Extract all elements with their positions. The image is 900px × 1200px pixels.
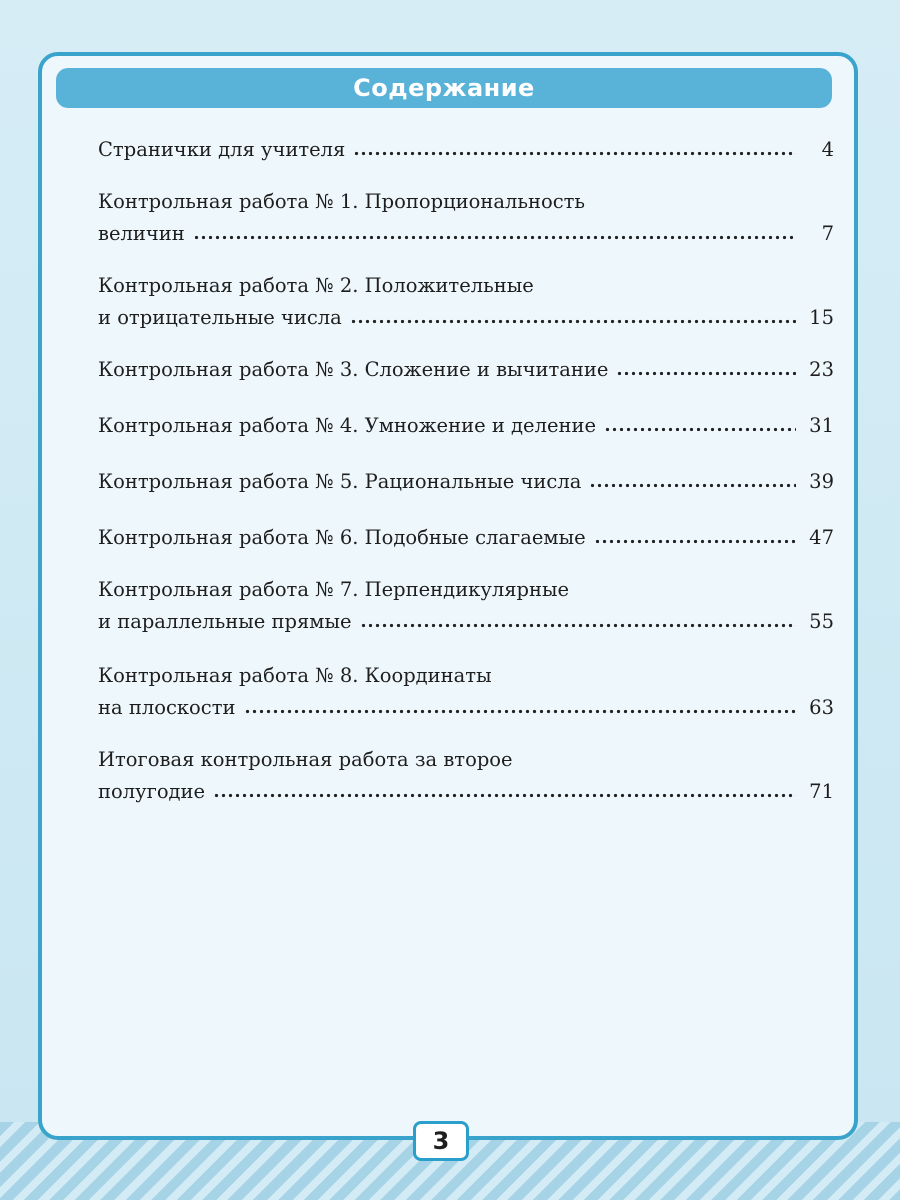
toc-entry-title: Контрольная работа № 1. Пропорциональность — [98, 190, 586, 213]
page-title: Содержание — [56, 68, 832, 108]
toc-entry[interactable] — [98, 270, 834, 334]
toc-entry-page: 31 — [809, 414, 834, 437]
dot-leader — [360, 623, 796, 628]
toc-entry[interactable] — [98, 466, 834, 498]
toc-entry-title: Итоговая контрольная работа за второе — [98, 748, 513, 771]
toc-entry-page: 71 — [809, 780, 834, 803]
toc-entry-title: Контрольная работа № 3. Сложение и вычитание — [98, 358, 609, 381]
toc-entry-continuation: полугодие — [98, 780, 206, 803]
toc-entry-page: 63 — [809, 696, 834, 719]
dot-leader — [213, 793, 796, 798]
toc-entry[interactable] — [98, 574, 834, 638]
toc-entry-title: Контрольная работа № 8. Координаты — [98, 664, 492, 687]
dot-leader — [244, 709, 797, 714]
dot-leader — [193, 235, 796, 240]
toc-entry-title: Контрольная работа № 6. Подобные слагаемые — [98, 526, 586, 549]
dot-leader — [616, 371, 796, 376]
dot-leader — [604, 427, 796, 432]
toc-entry-title: Странички для учителя — [98, 138, 346, 161]
toc-entry-page: 39 — [809, 470, 834, 493]
toc-entry-title: Контрольная работа № 4. Умножение и деление — [98, 414, 597, 437]
toc-entry-page: 7 — [821, 222, 834, 245]
toc-entry[interactable] — [98, 744, 834, 808]
page-number: 3 — [413, 1121, 469, 1161]
toc-entry[interactable] — [98, 354, 834, 386]
toc-entry-page: 55 — [809, 610, 834, 633]
toc-entry[interactable] — [98, 660, 834, 724]
toc-entry-continuation: и параллельные прямые — [98, 610, 352, 633]
toc-entry-title: Контрольная работа № 7. Перпендикулярные — [98, 578, 570, 601]
toc-entry-title: Контрольная работа № 5. Рациональные числа — [98, 470, 582, 493]
toc-entry-title: Контрольная работа № 2. Положительные — [98, 274, 534, 297]
toc-entry-page: 47 — [809, 526, 834, 549]
toc-entry[interactable] — [98, 522, 834, 554]
toc-entry[interactable] — [98, 134, 834, 166]
dot-leader — [589, 483, 796, 488]
toc-entry-continuation: величин — [98, 222, 185, 245]
dot-leader — [594, 539, 796, 544]
dot-leader — [353, 151, 796, 156]
toc-entry[interactable] — [98, 186, 834, 250]
toc-entry[interactable] — [98, 410, 834, 442]
toc-entry-page: 15 — [809, 306, 834, 329]
toc-entry-continuation: на плоскости — [98, 696, 236, 719]
toc-entry-page: 4 — [821, 138, 834, 161]
toc-entry-continuation: и отрицательные числа — [98, 306, 342, 329]
dot-leader — [350, 319, 796, 324]
toc-entry-page: 23 — [809, 358, 834, 381]
